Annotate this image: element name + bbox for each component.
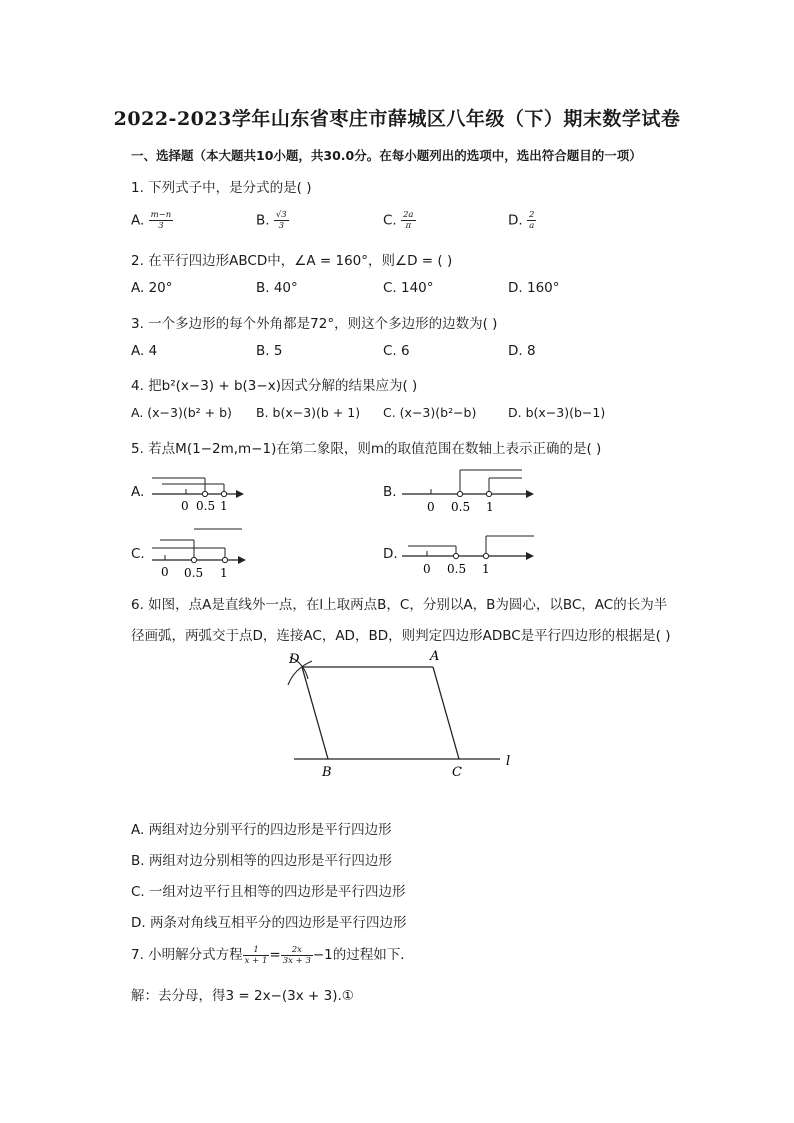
label-B: B (322, 765, 332, 780)
question-2-stem: 2. 在平行四边形ABCD中，∠A = 160°，则∠D = ( ) (131, 253, 453, 269)
numerator: m−n (150, 210, 172, 220)
q6-option-b: B. 两组对边分别相等的四边形是平行四边形 (131, 853, 392, 869)
option-label: A. (131, 212, 145, 229)
fraction (150, 210, 173, 231)
q4-option-b: B. b(x−3)(b + 1) (256, 405, 361, 420)
tick-0: 0 (161, 565, 169, 579)
option-label: D. (508, 212, 523, 229)
q5-option-d-label: D. (383, 546, 398, 562)
q6-option-c: C. 一组对边平行且相等的四边形是平行四边形 (131, 884, 406, 900)
question-4-stem: 4. 把b²(x−3) + b(3−x)因式分解的结果应为( ) (131, 378, 418, 394)
tick-0: 0 (423, 562, 431, 576)
tick-0: 0 (181, 499, 189, 513)
fraction (402, 210, 414, 231)
q2-option-a: A. 20° (131, 280, 173, 296)
q1-option-b (256, 210, 289, 231)
q3-option-d: D. 8 (508, 343, 536, 359)
tick-1: 1 (482, 562, 490, 576)
stem-text: −1的过程如下． (312, 947, 414, 963)
option-label: C. (383, 212, 397, 229)
question-6-stem-line1: 6. 如图，点A是直线外一点，在l上取两点B，C，分别以A，B为圆心，以BC，AC的长为半 (131, 597, 668, 613)
denominator: 3 (278, 221, 284, 231)
tick-1: 1 (220, 566, 228, 580)
q2-option-c: C. 140° (383, 280, 434, 296)
section-heading: 一、选择题（本大题共10小题，共30.0分。在每小题列出的选项中，选出符合题目的一项） (131, 148, 642, 163)
label-A: A (430, 649, 440, 664)
q2-option-d: D. 160° (508, 280, 560, 296)
q1-option-d (508, 210, 536, 231)
numerator: 2a (403, 210, 414, 220)
q2-option-b: B. 40° (256, 280, 298, 296)
numerator: 2x (291, 944, 302, 955)
number-line-b (400, 466, 540, 518)
numerator: 2 (528, 210, 535, 220)
segment-DB (302, 667, 328, 759)
q6-option-a: A. 两组对边分别平行的四边形是平行四边形 (131, 822, 392, 838)
number-line-d (400, 528, 540, 580)
segment-AC (433, 667, 459, 759)
tick-0.5: 0.5 (447, 562, 467, 576)
tick-1: 1 (486, 500, 494, 514)
denominator: 3x + 3 (282, 955, 311, 966)
denominator: x + 1 (244, 955, 268, 966)
tick-0.5: 0.5 (184, 566, 204, 580)
fraction-2 (282, 945, 312, 966)
q3-option-a: A. 4 (131, 343, 158, 359)
label-C: C (452, 765, 462, 780)
tick-0: 0 (427, 500, 435, 514)
q3-option-c: C. 6 (383, 343, 410, 359)
question-1-stem: 1. 下列式子中，是分式的是( ) (131, 180, 312, 196)
denominator: π (405, 221, 412, 231)
page-title: 2022-2023学年山东省枣庄市薛城区八年级（下）期末数学试卷 (113, 108, 681, 130)
q6-option-d: D. 两条对角线互相平分的四边形是平行四边形 (131, 915, 407, 931)
parallelogram-figure (278, 645, 528, 785)
question-6-stem-line2: 径画弧，两弧交于点D，连接AC，AD，BD，则判定四边形ADBC是平行四边形的根据是( ) (131, 628, 671, 644)
label-D: D (289, 652, 300, 667)
question-3-stem: 3. 一个多边形的每个外角都是72°，则这个多边形的边数为( ) (131, 316, 498, 332)
fraction (528, 210, 535, 231)
tick-0.5: 0.5 (196, 499, 216, 513)
tick-0.5: 0.5 (451, 500, 471, 514)
number-line-c (148, 526, 260, 582)
q1-option-a (131, 210, 173, 231)
q5-option-b-label: B. (383, 484, 397, 500)
tick-1: 1 (220, 499, 228, 513)
equals-sign: = (269, 947, 281, 963)
q5-option-c-label: C. (131, 546, 145, 562)
q5-option-a-label: A. (131, 484, 145, 500)
number-line-a (148, 468, 258, 518)
question-5-stem: 5. 若点M(1−2m,m−1)在第二象限，则m的取值范围在数轴上表示正确的是( ) (131, 441, 602, 457)
q4-option-d: D. b(x−3)(b−1) (508, 405, 606, 420)
q3-option-b: B. 5 (256, 343, 283, 359)
q4-option-c: C. (x−3)(b²−b) (383, 405, 477, 420)
numerator: 1 (253, 944, 259, 955)
numerator: √3 (275, 210, 287, 220)
label-l: l (506, 754, 511, 769)
fraction (275, 210, 288, 231)
question-7-solution: 解：去分母，得3 = 2x−(3x + 3).① (131, 988, 354, 1004)
option-label: B. (256, 212, 270, 229)
q4-option-a: A. (x−3)(b² + b) (131, 405, 232, 420)
denominator: 3 (158, 221, 164, 231)
question-7-stem (131, 943, 414, 966)
stem-text: 7. 小明解分式方程 (131, 947, 243, 963)
q1-option-c (383, 210, 416, 231)
fraction-1 (244, 945, 269, 966)
denominator: a (529, 221, 535, 231)
